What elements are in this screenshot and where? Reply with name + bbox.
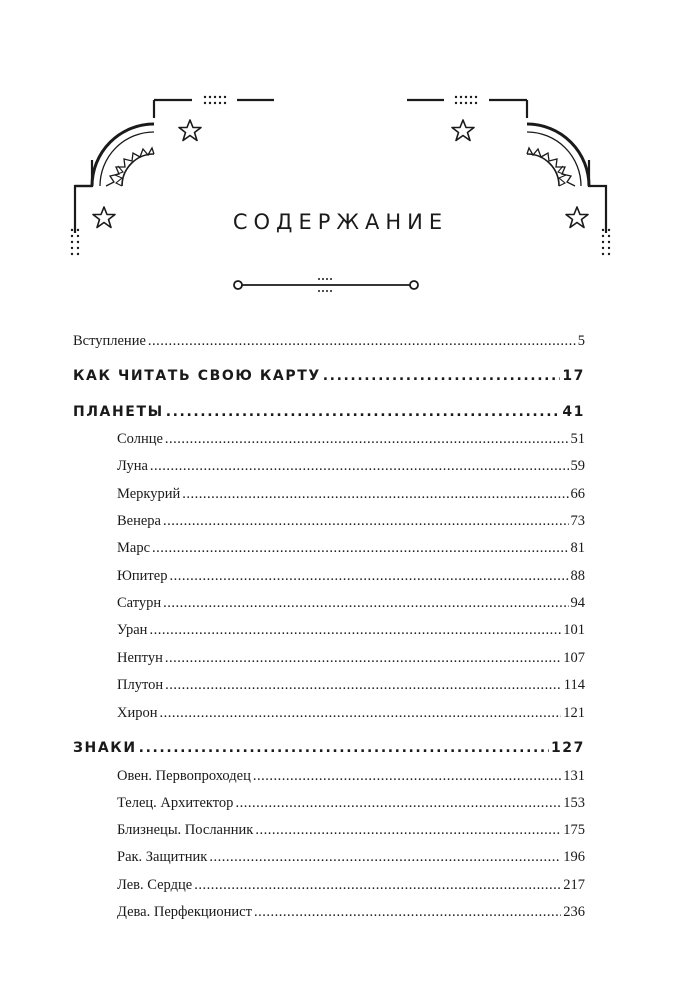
toc-entry-row — [73, 333, 585, 350]
toc-entry-row — [117, 705, 585, 722]
toc-section-row — [73, 740, 585, 756]
toc-page-number: 236 — [563, 904, 585, 920]
toc-page-number: 73 — [570, 513, 585, 529]
dot-leader — [255, 822, 561, 839]
toc-entry-label: КАК ЧИТАТЬ СВОЮ КАРТУ — [73, 368, 321, 384]
dot-leader — [254, 904, 561, 921]
toc-entry-row — [117, 650, 585, 667]
toc-page-number: 81 — [570, 540, 585, 556]
toc-entry-label: Сатурн — [117, 595, 162, 611]
dot-leader — [323, 368, 561, 384]
dot-leader — [169, 568, 568, 585]
dot-leader — [149, 622, 561, 639]
toc-page-number: 114 — [563, 677, 585, 693]
toc-page-number: 153 — [563, 795, 585, 811]
toc-section-row — [73, 368, 585, 384]
dot-leader — [160, 705, 562, 722]
toc-entry-label: Рак. Защитник — [117, 849, 208, 865]
toc-entry-row — [117, 877, 585, 894]
dot-leader — [194, 877, 561, 894]
toc-entry-label: ПЛАНЕТЫ — [73, 404, 164, 420]
dot-leader — [209, 849, 561, 866]
toc-entry-label: Венера — [117, 513, 161, 529]
page-title: СОДЕРЖАНИЕ — [232, 210, 449, 234]
toc-page-number: 217 — [563, 877, 585, 893]
toc-entry-label: Солнце — [117, 431, 163, 447]
toc-page-number: 101 — [563, 622, 585, 638]
toc-entry-row — [117, 431, 585, 448]
toc-entry-label: Марс — [117, 540, 151, 556]
toc-entry-row — [117, 822, 585, 839]
dot-leader — [163, 595, 568, 612]
toc-page-number: 121 — [563, 705, 585, 721]
toc-entry-label: Вступление — [73, 333, 146, 349]
toc-entry-label: Уран — [117, 622, 148, 638]
dot-leader — [148, 333, 576, 350]
dot-leader — [253, 768, 561, 785]
toc-entry-row — [117, 595, 585, 612]
toc-page-number: 88 — [570, 568, 585, 584]
dot-leader — [165, 677, 562, 694]
toc-entry-row — [117, 849, 585, 866]
toc-page-number: 59 — [570, 458, 585, 474]
toc-entry-label: Лев. Сердце — [117, 877, 193, 893]
toc-entry-row — [117, 677, 585, 694]
toc-entry-label: Меркурий — [117, 486, 181, 502]
toc-section-row — [73, 404, 585, 420]
dot-leader — [150, 458, 569, 475]
toc-entry-label: Телец. Архитектор — [117, 795, 234, 811]
toc-page-number: 94 — [570, 595, 585, 611]
toc-entry-row — [117, 795, 585, 812]
toc-page-number: 196 — [563, 849, 585, 865]
dot-leader — [139, 740, 549, 756]
toc-entry-label: Дева. Перфекционист — [117, 904, 252, 920]
toc-page-number: 51 — [570, 431, 585, 447]
dot-leader — [165, 431, 569, 448]
toc-entry-label: ЗНАКИ — [73, 740, 137, 756]
toc-page-number: 17 — [562, 368, 585, 384]
toc-page-number: 131 — [563, 768, 585, 784]
toc-page-number: 66 — [570, 486, 585, 502]
dot-leader — [152, 540, 568, 557]
toc-entry-row — [117, 904, 585, 921]
dot-leader — [165, 650, 561, 667]
toc-entry-row — [117, 486, 585, 503]
toc-page-number: 41 — [562, 404, 585, 420]
dot-leader — [182, 486, 568, 503]
toc-entry-row — [117, 568, 585, 585]
toc-page-number: 107 — [563, 650, 585, 666]
dot-leader — [166, 404, 561, 420]
dot-leader — [163, 513, 569, 530]
toc-page-number: 127 — [550, 740, 585, 756]
dot-leader — [235, 795, 561, 812]
toc-page-number: 175 — [563, 822, 585, 838]
toc-entry-row — [117, 768, 585, 785]
toc-entry-label: Луна — [117, 458, 148, 474]
toc-entry-label: Хирон — [117, 705, 158, 721]
toc-page-number: 5 — [577, 333, 585, 349]
toc-entry-label: Нептун — [117, 650, 163, 666]
toc-entry-label: Овен. Первопроходец — [117, 768, 251, 784]
toc-entry-label: Плутон — [117, 677, 164, 693]
toc-entry-row — [117, 513, 585, 530]
toc-entry-row — [117, 622, 585, 639]
toc-entry-label: Юпитер — [117, 568, 168, 584]
toc-entry-row — [117, 540, 585, 557]
toc-entry-label: Близнецы. Посланник — [117, 822, 254, 838]
toc-entry-row — [117, 458, 585, 475]
